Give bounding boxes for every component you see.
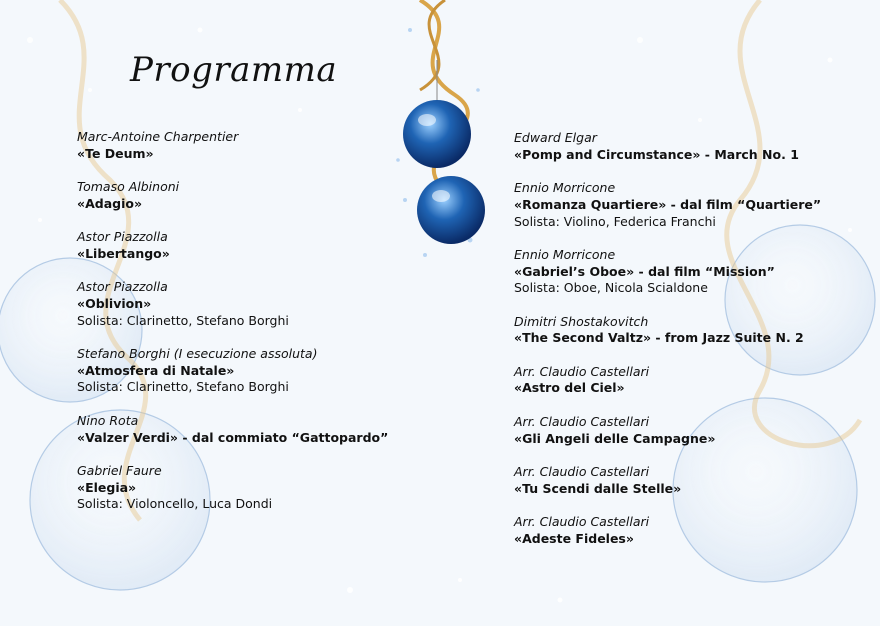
composer-name: Arr. Claudio Castellari: [514, 463, 650, 479]
composer-name: Gabriel Faure: [77, 462, 162, 478]
program-entry: [514, 364, 880, 397]
piece-title: «Oblivion»: [77, 295, 152, 311]
program-entry: [77, 179, 457, 212]
program-entry: [514, 464, 880, 497]
soloist-info: Solista: Violoncello, Luca Dondi: [77, 496, 273, 512]
piece-title: «Pomp and Circumstance» - March No. 1: [514, 146, 799, 162]
piece-title: «Gabriel’s Oboe» - dal film “Mission”: [514, 263, 775, 279]
composer-name: Edward Elgar: [514, 130, 597, 145]
soloist-info: Solista: Violino, Federica Franchi: [514, 213, 716, 229]
program-entry: [77, 463, 457, 513]
piece-title: «Tu Scendi dalle Stelle»: [514, 480, 682, 496]
soloist-info: Solista: Clarinetto, Stefano Borghi: [77, 379, 289, 395]
program-entry: [514, 314, 880, 347]
composer-name: Stefano Borghi (I esecuzione assoluta): [77, 346, 318, 362]
piece-title: «Te Deum»: [77, 145, 154, 161]
composer-name: Astor Piazzolla: [77, 279, 168, 295]
composer-name: Dimitri Shostakovitch: [514, 313, 649, 329]
composer-name: Astor Piazzolla: [77, 229, 168, 245]
program-entry: [77, 279, 457, 329]
piece-title: «Adagio»: [77, 195, 143, 211]
program-entry: [77, 346, 457, 396]
composer-name: Arr. Claudio Castellari: [514, 363, 650, 379]
composer-name: Nino Rota: [77, 412, 139, 428]
central-ribbon-2: [420, 0, 445, 90]
program-column-right: [514, 130, 880, 564]
composer-name: Arr. Claudio Castellari: [514, 514, 650, 530]
composer-name: Ennio Morricone: [514, 180, 616, 196]
composer-name: Tomaso Albinoni: [77, 179, 180, 195]
composer-name: Marc-Antoine Charpentier: [77, 129, 239, 144]
program-entry: [514, 130, 880, 163]
program-entry: [77, 229, 457, 262]
program-column-left: [77, 129, 457, 530]
program-entry: [514, 414, 880, 447]
composer-name: Arr. Claudio Castellari: [514, 413, 650, 429]
piece-title: «Astro del Ciel»: [514, 380, 625, 396]
piece-title: «The Second Valtz» - from Jazz Suite N. 2: [514, 330, 804, 346]
piece-title: «Elegia»: [77, 479, 137, 495]
program-entry: [77, 129, 457, 162]
piece-title: «Romanza Quartiere» - dal film “Quartiere”: [514, 196, 822, 212]
program-entry: [514, 247, 880, 297]
piece-title: «Atmosfera di Natale»: [77, 362, 235, 378]
program-entry: [514, 514, 880, 547]
page-title: Programma: [130, 50, 338, 90]
piece-title: «Valzer Verdi» - dal commiato “Gattopardo”: [77, 429, 389, 445]
soloist-info: Solista: Clarinetto, Stefano Borghi: [77, 312, 289, 328]
piece-title: «Adeste Fideles»: [514, 530, 634, 546]
piece-title: «Gli Angeli delle Campagne»: [514, 430, 716, 446]
composer-name: Ennio Morricone: [514, 246, 616, 262]
soloist-info: Solista: Oboe, Nicola Scialdone: [514, 280, 708, 296]
piece-title: «Libertango»: [77, 245, 170, 261]
program-entry: [514, 180, 880, 230]
program-entry: [77, 413, 457, 446]
